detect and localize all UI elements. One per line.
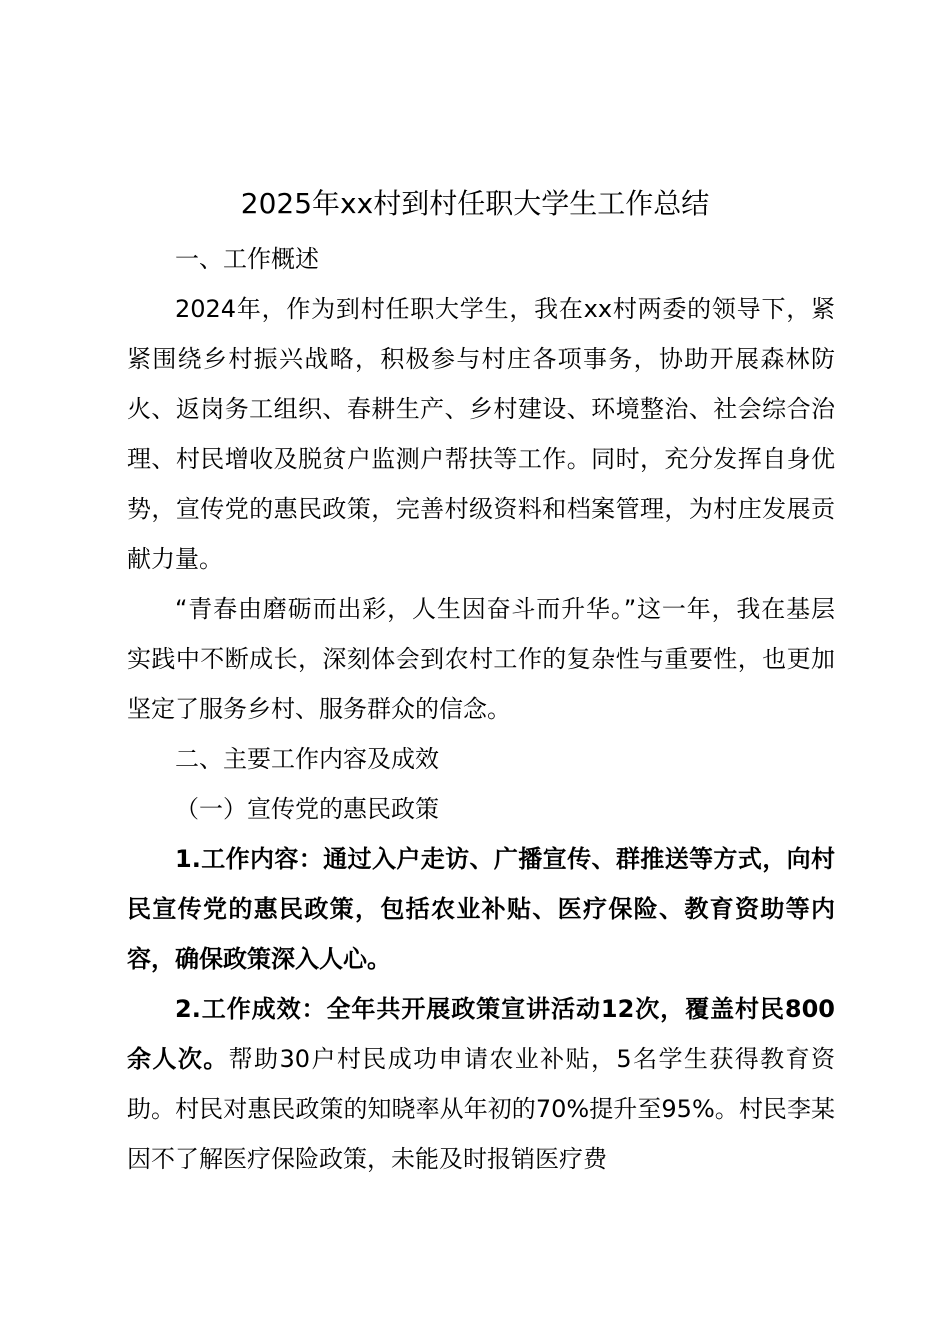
item-work-content: 1.工作内容：通过入户走访、广播宣传、群推送等方式，向村民宣传党的惠民政策，包括农业补贴、医疗保险、教育资助等内容，确保政策深入人心。	[127, 845, 835, 973]
item-work-results-lead: 2.工作成效：全年共开展政策宣讲活动12次，覆盖村民800余人次。	[127, 995, 835, 1073]
paragraph-quote: “青春由磨砺而出彩，人生因奋斗而升华。”这一年，我在基层实践中不断成长，深刻体会到农村工作的复杂性与重要性，也更加坚定了服务乡村、服务群众的信念。	[127, 595, 835, 723]
document-body	[127, 234, 835, 1184]
section-heading-main-work: 二、主要工作内容及成效	[175, 745, 439, 773]
document-title: 2025年xx村到村任职大学生工作总结	[240, 187, 710, 220]
section-heading-overview: 一、工作概述	[175, 245, 319, 273]
item-work-results-detail: 帮助30户村民成功申请农业补贴，5名学生获得教育资助。村民对惠民政策的知晓率从年初的70%提升至95%。村民李某因不了解医疗保险政策，未能及时报销医疗费	[127, 1045, 836, 1173]
paragraph-overview: 2024年，作为到村任职大学生，我在xx村两委的领导下，紧紧围绕乡村振兴战略，积极参与村庄各项事务，协助开展森林防火、返岗务工组织、春耕生产、乡村建设、环境整治、社会综合治理、村民增收及脱贫户监测户帮扶等工作。同时，充分发挥自身优势，宣传党的惠民政策，完善村级资料和档案管理，为村庄发展贡献力量。	[127, 295, 835, 573]
item-work-results	[127, 984, 835, 1184]
subsection-heading-policy: （一）宣传党的惠民政策	[175, 795, 439, 823]
